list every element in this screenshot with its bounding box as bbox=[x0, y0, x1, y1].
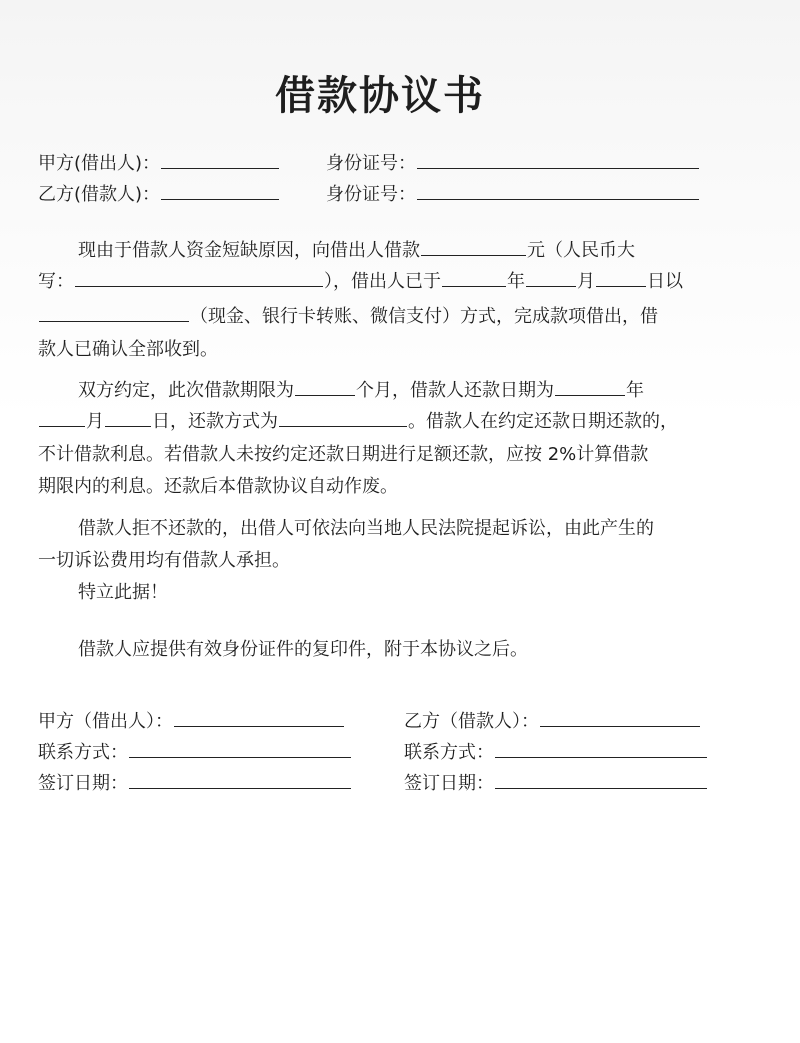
p2-line3: 不计借款利息。若借款人未按约定还款日期进行足额还款，应按 2%计算借款 bbox=[38, 444, 649, 465]
p1-line2 bbox=[38, 268, 683, 295]
p3-line1: 借款人拒不还款的，出借人可依法向当地人民法院提起诉讼，由此产生的 bbox=[78, 518, 654, 539]
p1-month: 月 bbox=[577, 271, 595, 292]
lend-month-blank[interactable] bbox=[526, 268, 576, 287]
amount-in-words-blank[interactable] bbox=[75, 268, 323, 287]
p1-line4: 款人已确认全部收到。 bbox=[38, 339, 218, 360]
p1-year: 年 bbox=[507, 271, 525, 292]
sign-party-b-label: 乙方（借款人）： bbox=[404, 711, 539, 732]
sign-party-a bbox=[38, 708, 345, 735]
contact-b-blank[interactable] bbox=[495, 739, 707, 758]
borrower-id-line bbox=[326, 181, 700, 208]
contact-b-label: 联系方式： bbox=[404, 742, 494, 763]
contact-a bbox=[38, 739, 352, 766]
p2-line2 bbox=[38, 408, 678, 435]
p1-l2b: ），借出人已于 bbox=[324, 271, 441, 292]
party-a-sign-blank[interactable] bbox=[174, 708, 344, 727]
p2-month: 月 bbox=[86, 411, 104, 432]
p2-l1b: 个月，借款人还款日期为 bbox=[356, 380, 554, 401]
payment-method-blank[interactable] bbox=[39, 303, 189, 322]
date-a bbox=[38, 770, 352, 797]
repay-year-blank[interactable] bbox=[555, 377, 625, 396]
sign-party-a-label: 甲方（借出人）： bbox=[38, 711, 173, 732]
date-b-label: 签订日期： bbox=[404, 773, 494, 794]
loan-amount-blank[interactable] bbox=[421, 237, 526, 256]
lender-label: 甲方(借出人)： bbox=[38, 153, 161, 174]
p2-line4: 期限内的利息。还款后本借款协议自动作废。 bbox=[38, 476, 398, 497]
lender-id-label: 身份证号： bbox=[326, 153, 416, 174]
date-a-label: 签订日期： bbox=[38, 773, 128, 794]
repay-day-blank[interactable] bbox=[105, 408, 151, 427]
p1-line1 bbox=[78, 237, 635, 264]
repay-method-blank[interactable] bbox=[279, 408, 407, 427]
contact-a-label: 联系方式： bbox=[38, 742, 128, 763]
p1-line3 bbox=[38, 303, 658, 330]
party-b-sign-blank[interactable] bbox=[540, 708, 700, 727]
borrower-line bbox=[38, 181, 280, 208]
contact-a-blank[interactable] bbox=[129, 739, 351, 758]
p1-l2a: 写： bbox=[38, 271, 74, 292]
p2-year: 年 bbox=[626, 380, 644, 401]
lend-year-blank[interactable] bbox=[442, 268, 506, 287]
p1-l1b: 元（人民币大 bbox=[527, 240, 635, 261]
p1-l1a: 现由于借款人资金短缺原因，向借出人借款 bbox=[78, 240, 420, 261]
borrower-label: 乙方(借款人)： bbox=[38, 184, 161, 205]
lender-line bbox=[38, 150, 280, 177]
date-b bbox=[404, 770, 708, 797]
p2-day: 日，还款方式为 bbox=[152, 411, 278, 432]
p4-line: 借款人应提供有效身份证件的复印件，附于本协议之后。 bbox=[78, 639, 528, 660]
borrower-name-blank[interactable] bbox=[161, 181, 279, 200]
p1-l3b: （现金、银行卡转账、微信支付）方式，完成款项借出，借 bbox=[190, 306, 658, 327]
lender-id-blank[interactable] bbox=[417, 150, 699, 169]
lend-day-blank[interactable] bbox=[596, 268, 646, 287]
date-b-blank[interactable] bbox=[495, 770, 707, 789]
document-title: 借款协议书 bbox=[275, 73, 485, 119]
lender-id-line bbox=[326, 150, 700, 177]
p3-line2: 一切诉讼费用均有借款人承担。 bbox=[38, 550, 290, 571]
p3-line3: 特立此据！ bbox=[78, 582, 168, 603]
p1-day: 日以 bbox=[647, 271, 683, 292]
sign-party-b bbox=[404, 708, 701, 735]
lender-name-blank[interactable] bbox=[161, 150, 279, 169]
borrower-id-blank[interactable] bbox=[417, 181, 699, 200]
loan-term-blank[interactable] bbox=[295, 377, 355, 396]
p2-l2c: 。借款人在约定还款日期还款的， bbox=[408, 411, 678, 432]
repay-month-blank[interactable] bbox=[39, 408, 85, 427]
p2-line1 bbox=[78, 377, 644, 404]
borrower-id-label: 身份证号： bbox=[326, 184, 416, 205]
p2-l1a: 双方约定，此次借款期限为 bbox=[78, 380, 294, 401]
date-a-blank[interactable] bbox=[129, 770, 351, 789]
contact-b bbox=[404, 739, 708, 766]
